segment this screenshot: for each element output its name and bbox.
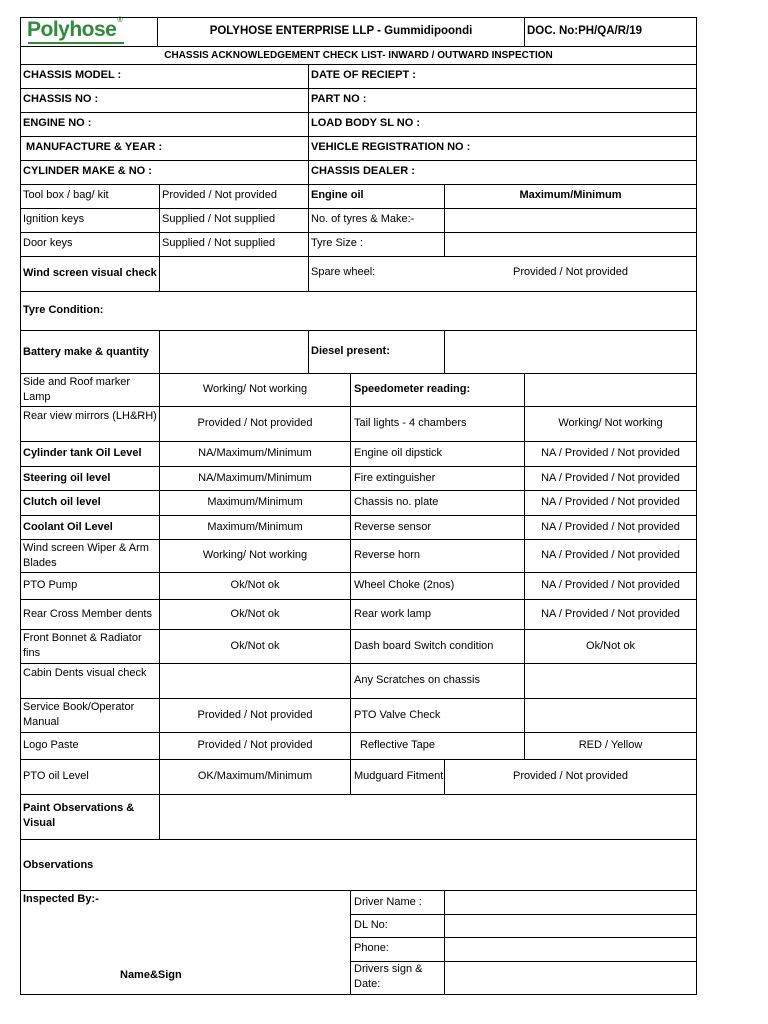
spare-wheel-label: Spare wheel: [311, 266, 376, 278]
border-bottom [20, 994, 697, 995]
phone-label: Phone: [354, 942, 389, 954]
check-item-label: Reverse sensor [354, 520, 432, 533]
manufacture-year-label: MANUFACTURE & YEAR : [23, 141, 163, 153]
check-item-label: Front Bonnet & Radiator fins [23, 632, 142, 659]
row-line [20, 64, 697, 65]
check-item-value: Working/ Not working [202, 383, 308, 395]
check-item-label: Any Scratches on chassis [354, 674, 480, 686]
check-item-value: NA / Provided / Not provided [541, 607, 680, 620]
row-line [20, 839, 697, 840]
row-line [20, 291, 697, 292]
check-item-value: Ok/Not ok [586, 639, 635, 652]
toolbox-value: Provided / Not provided [162, 189, 277, 201]
check-item-value: Maximum/Minimum [207, 520, 303, 533]
col-line [350, 890, 351, 995]
date-of-receipt-label: DATE OF RECIEPT : [311, 69, 416, 81]
check-item-value: NA / Provided / Not provided [541, 520, 680, 533]
paint-observations-label: Paint Observations & Visual [23, 802, 135, 829]
check-item-label: Reverse horn [354, 549, 421, 561]
chassis-no-label: CHASSIS NO : [23, 93, 99, 105]
check-item-value: NA / Provided / Not provided [541, 579, 680, 591]
check-item-label: Rear work lamp [354, 607, 432, 620]
check-item-label: Dash board Switch condition [354, 639, 494, 652]
check-item-value: NA/Maximum/Minimum [198, 447, 312, 459]
check-item-label: Reflective Tape [360, 739, 436, 751]
check-item-value: OK/Maximum/Minimum [197, 770, 313, 782]
door-keys-label: Door keys [23, 237, 73, 249]
check-item-value: NA/Maximum/Minimum [198, 471, 312, 484]
row-line [20, 256, 697, 257]
row-line [20, 466, 697, 467]
check-item-value: NA / Provided / Not provided [541, 447, 680, 459]
check-item-label: Wheel Choke (2nos) [354, 579, 455, 591]
check-item-label: Logo Paste [23, 739, 79, 751]
check-item-label: Tail lights - 4 chambers [354, 417, 467, 429]
row-line [20, 599, 697, 600]
row-line [350, 937, 697, 938]
tyres-make-label: No. of tyres & Make:- [311, 213, 415, 225]
col-line [524, 17, 525, 47]
check-item-value: Ok/Not ok [230, 607, 280, 620]
check-item-label: PTO Pump [23, 579, 78, 591]
tyre-size-label: Tyre Size : [311, 237, 363, 249]
ignition-keys-value: Supplied / Not supplied [162, 213, 276, 225]
row-line [20, 490, 697, 491]
engine-oil-value: Maximum/Minimum [519, 189, 622, 201]
chassis-dealer-label: CHASSIS DEALER : [311, 165, 415, 177]
row-line [20, 184, 697, 185]
col-line [159, 330, 160, 373]
row-line [20, 441, 697, 442]
col-line [159, 184, 160, 291]
col-line [350, 373, 351, 794]
check-item-value: Working/ Not working [558, 417, 663, 429]
row-line [20, 663, 697, 664]
col-line [444, 330, 445, 373]
row-line [20, 759, 697, 760]
check-item-label: Clutch oil level [23, 496, 101, 508]
row-line [20, 330, 697, 331]
check-item-label: Cabin Dents visual check [23, 666, 147, 679]
check-item-label: PTO Valve Check [354, 708, 441, 721]
doc-number: DOC. No:PH/QA/R/19 [527, 25, 643, 37]
check-item-label: Cylinder tank Oil Level [23, 447, 142, 459]
row-line [20, 136, 697, 137]
check-item-label: Fire extinguisher [354, 471, 436, 484]
check-item-value: Working/ Not working [202, 549, 308, 561]
row-line [20, 160, 697, 161]
chassis-model-label: CHASSIS MODEL : [23, 69, 122, 81]
row-line [20, 406, 697, 407]
check-item-label: Engine oil dipstick [354, 447, 443, 459]
row-line [20, 890, 697, 891]
driver-name-label: Driver Name : [354, 896, 422, 908]
check-item-label: Rear view mirrors (LH&RH) [23, 409, 157, 422]
check-item-value: Ok/Not ok [230, 639, 280, 652]
border-left [20, 17, 21, 995]
toolbox-label: Tool box / bag/ kit [23, 189, 109, 201]
col-line [308, 330, 309, 373]
diesel-label: Diesel present: [311, 345, 390, 357]
check-item-label: Side and Roof marker Lamp [23, 375, 130, 403]
row-line [20, 46, 697, 47]
check-item-label: Mudguard Fitment [354, 770, 444, 782]
row-line [20, 629, 697, 630]
ignition-keys-label: Ignition keys [23, 213, 85, 225]
check-item-value: RED / Yellow [578, 739, 643, 751]
checklist-form [20, 17, 697, 995]
row-line [20, 732, 697, 733]
tyre-condition-label: Tyre Condition: [23, 304, 104, 316]
driver-sign-date-label: Drivers sign & Date: [354, 963, 423, 990]
check-item-label: Rear Cross Member dents [23, 607, 152, 620]
check-item-label: Coolant Oil Level [23, 520, 113, 533]
load-body-label: LOAD BODY SL NO : [311, 117, 420, 129]
spare-wheel-value: Provided / Not provided [513, 266, 628, 278]
check-item-label: Speedometer reading: [354, 383, 471, 395]
form-subtitle: CHASSIS ACKNOWLEDGEMENT CHECK LIST- INWARD / OUTWARD INSPECTION [164, 50, 553, 61]
part-no-label: PART NO : [311, 93, 367, 105]
door-keys-value: Supplied / Not supplied [162, 237, 276, 249]
row-line [20, 515, 697, 516]
row-line [20, 88, 697, 89]
col-line [308, 64, 309, 291]
dl-no-label: DL No: [354, 919, 388, 931]
row-line [20, 208, 697, 209]
col-line [444, 890, 445, 995]
row-line [20, 112, 697, 113]
row-line [20, 232, 697, 233]
name-sign-label: Name&Sign [120, 969, 182, 981]
cylinder-make-label: CYLINDER MAKE & NO : [23, 165, 152, 177]
battery-label: Battery make & quantity [23, 346, 149, 358]
check-item-value: NA / Provided / Not provided [541, 496, 680, 508]
row-line [20, 698, 697, 699]
check-item-value: Provided / Not provided [513, 770, 628, 782]
row-line [20, 794, 697, 795]
wind-screen-label: Wind screen visual check [23, 267, 157, 279]
check-item-label: Steering oil level [23, 471, 111, 484]
border-right [696, 17, 697, 995]
observations-label: Observations [23, 859, 94, 871]
engine-oil-label: Engine oil [311, 189, 364, 201]
row-line [350, 914, 697, 915]
registered-mark: ® [117, 17, 123, 24]
engine-no-label: ENGINE NO : [23, 117, 92, 129]
company-name: POLYHOSE ENTERPRISE LLP - Gummidipoondi [209, 25, 473, 37]
check-item-label: Service Book/Operator Manual [23, 701, 135, 728]
check-item-label: Wind screen Wiper & Arm Blades [23, 541, 149, 569]
check-item-value: Ok/Not ok [230, 579, 280, 591]
logo-underline [28, 42, 124, 44]
polyhose-logo [27, 18, 122, 42]
row-line [20, 572, 697, 573]
vehicle-registration-label: VEHICLE REGISTRATION NO : [311, 141, 471, 153]
check-item-value: NA / Provided / Not provided [541, 471, 680, 484]
check-item-value: Provided / Not provided [197, 739, 313, 751]
check-item-value: Provided / Not provided [197, 708, 313, 721]
check-item-value: Provided / Not provided [197, 417, 313, 429]
inspected-by-label: Inspected By:- [23, 893, 99, 905]
check-item-value: Maximum/Minimum [207, 496, 303, 508]
logo-text: Polyhose [27, 18, 117, 41]
check-item-label: PTO oil Level [23, 770, 89, 782]
check-item-label: Chassis no. plate [354, 496, 439, 508]
check-item-value: NA / Provided / Not provided [541, 549, 680, 561]
